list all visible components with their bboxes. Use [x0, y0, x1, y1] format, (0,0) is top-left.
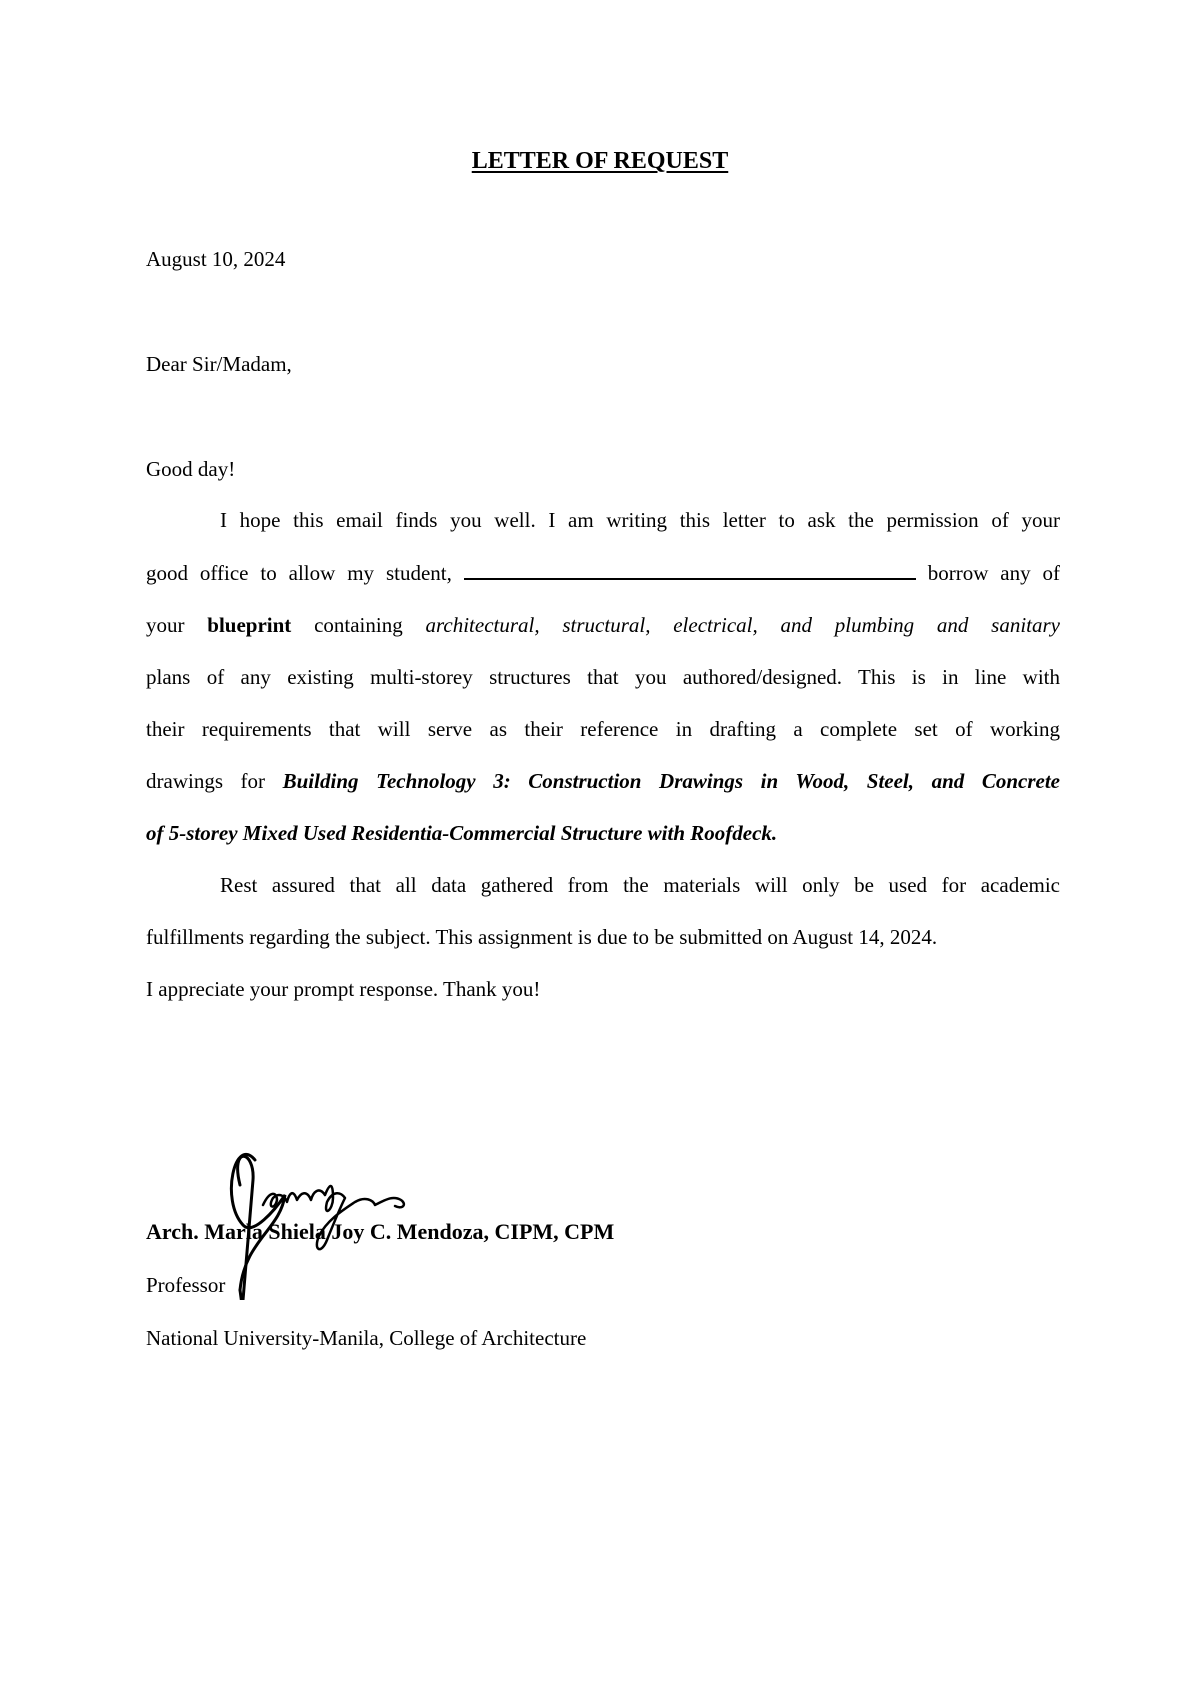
student-name-blank[interactable]: [464, 561, 916, 580]
course-title: Building Technology 3: Construction Drawings in Wood, Steel, and Concrete: [282, 769, 1060, 793]
para1-line5: their requirements that will serve as their reference in drafting a complete set of working: [146, 717, 1060, 741]
para2-line1: Rest assured that all data gathered from the materials will only be used for academic: [220, 873, 1060, 897]
signatory-position: Professor: [146, 1273, 226, 1297]
plan-types: architectural, structural, electrical, and plumbing and sanitary: [425, 613, 1060, 637]
letter-title: LETTER OF REQUEST: [471, 148, 729, 174]
greeting: Good day!: [146, 457, 236, 481]
para1-line3: your blueprint containing architectural, structural, electrical, and plumbing and sanitary: [146, 613, 1060, 637]
para1-line1: I hope this email finds you well. I am writing this letter to ask the permission of your: [220, 508, 1060, 532]
blueprint-emphasis: blueprint: [207, 613, 292, 637]
course-title-cont: of 5-storey Mixed Used Residentia-Commercial Structure with Roofdeck.: [146, 821, 778, 845]
para1-line4: plans of any existing multi-storey structures that you authored/designed. This is in line with: [146, 665, 1060, 689]
para2-line3: I appreciate your prompt response. Thank you!: [146, 977, 541, 1001]
para1-line2: good office to allow my student, borrow any of: [146, 561, 1060, 585]
salutation: Dear Sir/Madam,: [146, 352, 292, 376]
para1-line7: [146, 821, 777, 846]
signatory-name: Arch. Marla Shiela Joy C. Mendoza, CIPM, CPM: [146, 1219, 615, 1244]
para2-line2: fulfillments regarding the subject. This assignment is due to be submitted on August 14, 2024.: [146, 925, 938, 949]
signatory-institution: National University-Manila, College of Architecture: [146, 1326, 587, 1350]
para1-line6: drawings for Building Technology 3: Construction Drawings in Wood, Steel, and Concrete: [146, 769, 1060, 793]
letter-date: August 10, 2024: [146, 247, 286, 271]
